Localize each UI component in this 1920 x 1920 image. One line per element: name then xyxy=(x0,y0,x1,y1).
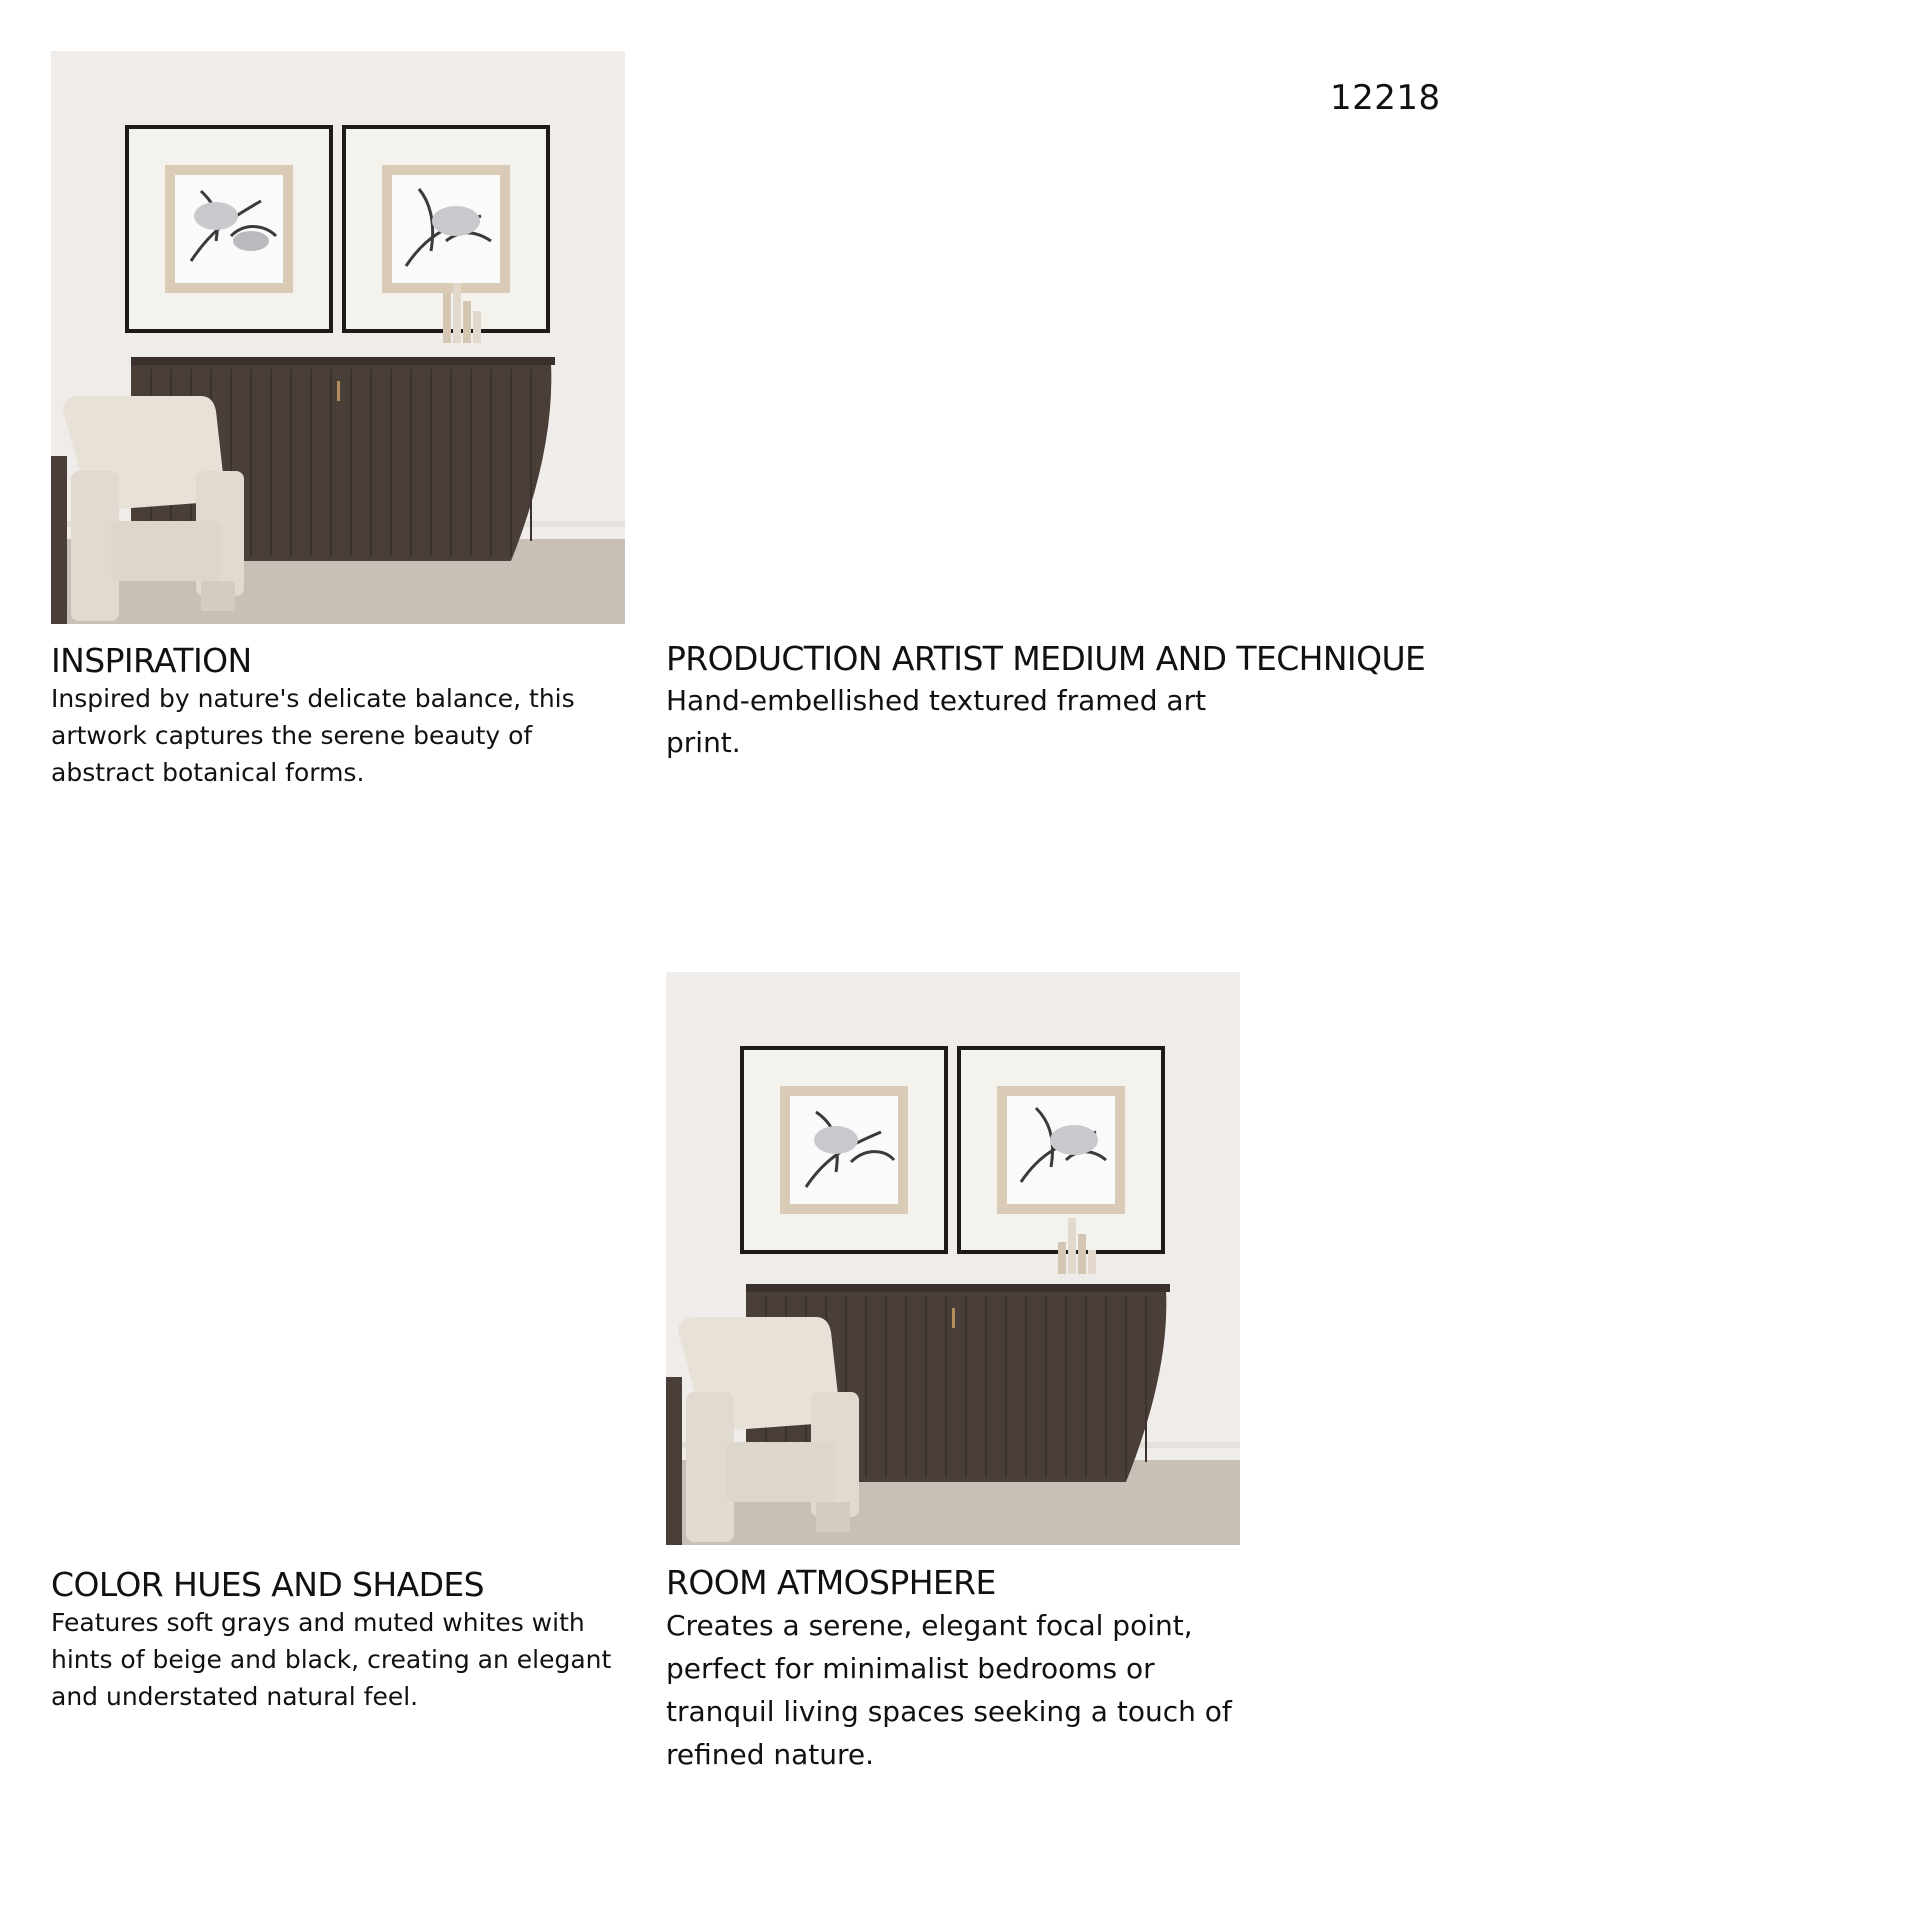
production-section xyxy=(666,639,1426,764)
product-sku: 12218 xyxy=(1330,78,1441,118)
room-scene-photo xyxy=(51,51,625,624)
atmosphere-heading: ROOM ATMOSPHERE xyxy=(666,1563,996,1602)
room-scene-illustration xyxy=(51,51,625,624)
inspiration-section xyxy=(51,641,611,791)
atmosphere-body: Creates a serene, elegant focal point, perfect for minimalist bedrooms or tranquil living spaces seeking a touch of refined nature. xyxy=(666,1609,1232,1771)
inspiration-body: Inspired by nature's delicate balance, this artwork captures the serene beauty of abstract botanical forms. xyxy=(51,684,575,787)
room-scene-photo-2 xyxy=(666,972,1240,1545)
production-body: Hand-embellished textured framed art print. xyxy=(666,684,1207,759)
color-section xyxy=(51,1565,616,1715)
room-scene-illustration-2 xyxy=(666,972,1240,1545)
color-body: Features soft grays and muted whites with hints of beige and black, creating an elegant and understated natural feel. xyxy=(51,1608,612,1711)
atmosphere-section xyxy=(666,1563,1241,1776)
inspiration-heading: INSPIRATION xyxy=(51,641,252,680)
color-heading: COLOR HUES AND SHADES xyxy=(51,1565,484,1604)
production-heading: PRODUCTION ARTIST MEDIUM AND TECHNIQUE xyxy=(666,639,1426,678)
